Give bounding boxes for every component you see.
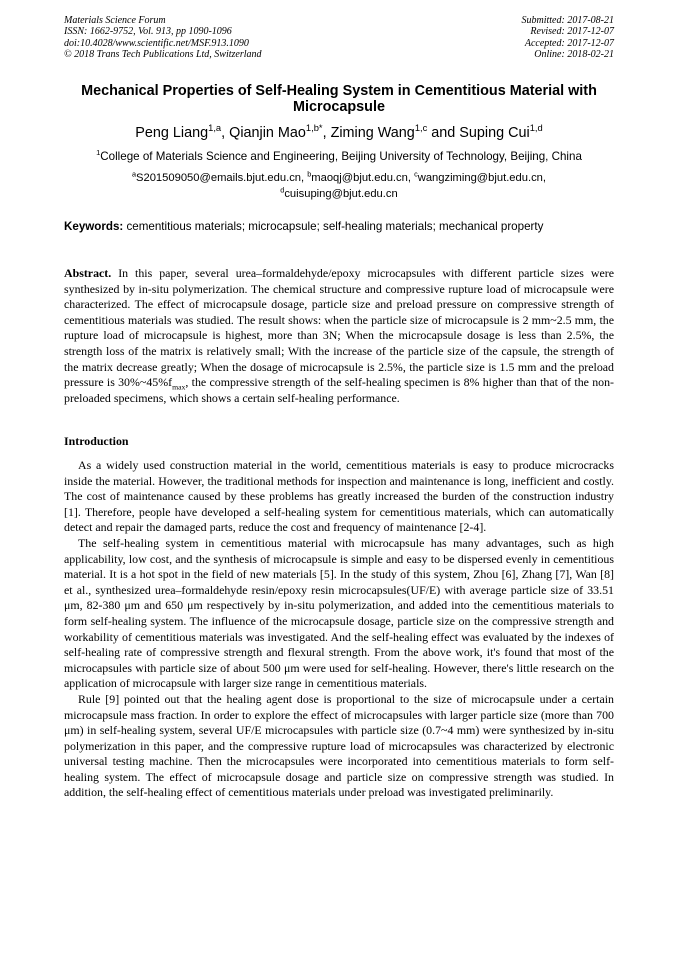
- journal-header-left: [64, 15, 262, 61]
- affiliation-text: College of Materials Science and Engineering, Beijing University of Technology, Beijing, China: [100, 150, 582, 163]
- copyright-line: © 2018 Trans Tech Publications Ltd, Switzerland: [64, 49, 262, 61]
- email-superscript: c: [414, 169, 418, 179]
- abstract-subscript: max: [172, 382, 186, 392]
- issn-line: ISSN: 1662-9752, Vol. 913, pp 1090-1096: [64, 26, 232, 38]
- doi-line: doi:10.4028/www.scientific.net/MSF.913.1090: [64, 37, 249, 49]
- online-date: Online: 2018-02-21: [534, 49, 614, 61]
- intro-paragraph: As a widely used construction material in the world, cementitious materials is easy to produce microcracks inside the material. However, the traditional methods for inspection and maintenance is long, inefficient and costly. The cost of maintenance caused by these problems has greatly increased the burden of the construction industry [1]. Therefore, people have developed a self-healing system for cementitious materials, which can automatically detect and repair the damaged parts, reduce the cost and frequency of maintenance [2-4].: [64, 458, 614, 535]
- author-superscript: 1,c: [414, 123, 428, 134]
- author-superscript: 1,a: [208, 123, 222, 134]
- author-separator: ,: [221, 125, 230, 141]
- author-name: Qianjin Mao: [229, 125, 306, 141]
- email-address: wangziming@bjut.edu.cn: [417, 172, 543, 184]
- email-superscript: d: [280, 185, 285, 195]
- email-address: maoqj@bjut.edu.cn: [311, 172, 408, 184]
- journal-header-right: [522, 15, 615, 61]
- journal-name: Materials Science Forum: [64, 15, 166, 26]
- author-superscript: 1,b*: [305, 123, 323, 134]
- abstract-paragraph: [64, 266, 614, 406]
- keywords-text: cementitious materials; microcapsule; self-healing materials; mechanical property: [123, 220, 544, 233]
- email-superscript: a: [131, 169, 137, 179]
- author-name: Ziming Wang: [330, 125, 415, 141]
- keywords: [64, 220, 614, 234]
- author-superscript: 1,d: [529, 123, 543, 134]
- author-separator: ,: [322, 125, 331, 141]
- author-list: [64, 125, 614, 141]
- submitted-date: Submitted: 2017-08-21: [521, 15, 614, 26]
- email-address: S201509050@emails.bjut.edu.cn: [136, 172, 302, 184]
- intro-paragraph: Rule [9] pointed out that the healing agent dose is proportional to the size of microcapsule under a certain microcapsule mass fraction. In order to explore the effect of microcapsules with larger particle size (more than 700 μm) in self-healing system, several UF/E microcapsules with particle size (0.7~4 mm) were synthesized by in-situ polymerization in this paper, and the compressive rupture load of microcapsules was characterized by electronic universal testing machine. Then the microcapsules were incorporated into cementitious materials to form self-healing system. The effect of microcapsule dosage and particle size on compressive strength was studied. In addition, the self-healing effect of cementitious materials under preload was investigated preliminarily.: [64, 691, 614, 800]
- accepted-date: Accepted: 2017-12-07: [524, 37, 614, 49]
- revised-date: Revised: 2017-12-07: [530, 26, 614, 38]
- abstract: [64, 266, 614, 406]
- affiliation: [64, 150, 614, 164]
- abstract-label: Abstract.: [64, 266, 112, 280]
- author-separator: and: [427, 125, 460, 141]
- author-name: Peng Liang: [135, 125, 209, 141]
- keywords-label: Keywords:: [64, 220, 124, 233]
- paper-title: Mechanical Properties of Self-Healing System in Cementitious Material with Microcapsule: [81, 83, 597, 115]
- section-heading-introduction: Introduction: [64, 434, 129, 448]
- affiliation-superscript: 1: [96, 148, 101, 158]
- author-emails: $^a$S201509050@emails.bjut.edu.cn, $^b$maoqj@bjut.edu.cn, $^c$wangziming@bjut.edu.cn, $^d$cuisuping@bjut.edu.cn: [131, 169, 547, 200]
- author-name: Suping Cui: [459, 125, 530, 141]
- email-address: cuisuping@bjut.edu.cn: [284, 188, 398, 200]
- intro-paragraph: The self-healing system in cementitious material with microcapsule has many advantages, such as high applicability, low cost, and the synthesis of microcapsule is simple and easy to be dispersed evenly in cementitious material. It is a hot spot in the field of new materials [5]. In the study of this system, Zhou [6], Zhang [7], Wan [8] et al., synthesized urea–formaldehyde resin/epoxy resin microcapsules(UF/E) with average particle size of 33.51 μm, 82-380 μm and 650 μm respectively by in-situ polymerization, and added into the cementitious materials to form self-healing system. The influence of the microcapsule dosage, particle size on the compressive strength and workability of cementitious materials was investigated. And the self-healing effect was evaluated by the indexes of self-healing rate of compressive strength and flexural strength. From the above work, it's found that most of the microcapsules with particle size of about 500 μm were used for self-healing. However, there's little research on the application of microcapsule with larger size range in cementitious materials.: [64, 535, 614, 691]
- abstract-text-continued: , the compressive strength of the self-healing specimen is 8% higher than that of the non-preloaded specimens, which shows a certain self-healing performance.: [64, 375, 615, 405]
- introduction-body: [64, 458, 614, 801]
- abstract-text: In this paper, several urea–formaldehyde/epoxy microcapsules with different particle sizes were synthesized by in-situ polymerization. The chemical structure and compressive rupture load of microcapsule were characterized. The effect of microcapsule dosage, particle size and preload pressure on compressive strength of cementitious materials was studied. The result shows: when the particle size of microcapsule is 2 mm~2.5 mm, the rupture load of microcapsule is highest, more than 3N; When the microcapsule dosage is less than 2.5%, the strength loss of the matrix is relatively small; With the increase of the particle size of the capsule, the strength of the matrix decrease greatly; When the dosage of microcapsule is 2.5%, the particle size is 1.5 mm and the preload pressure is 30%~45%f: [64, 266, 614, 390]
- email-superscript: b: [307, 169, 312, 179]
